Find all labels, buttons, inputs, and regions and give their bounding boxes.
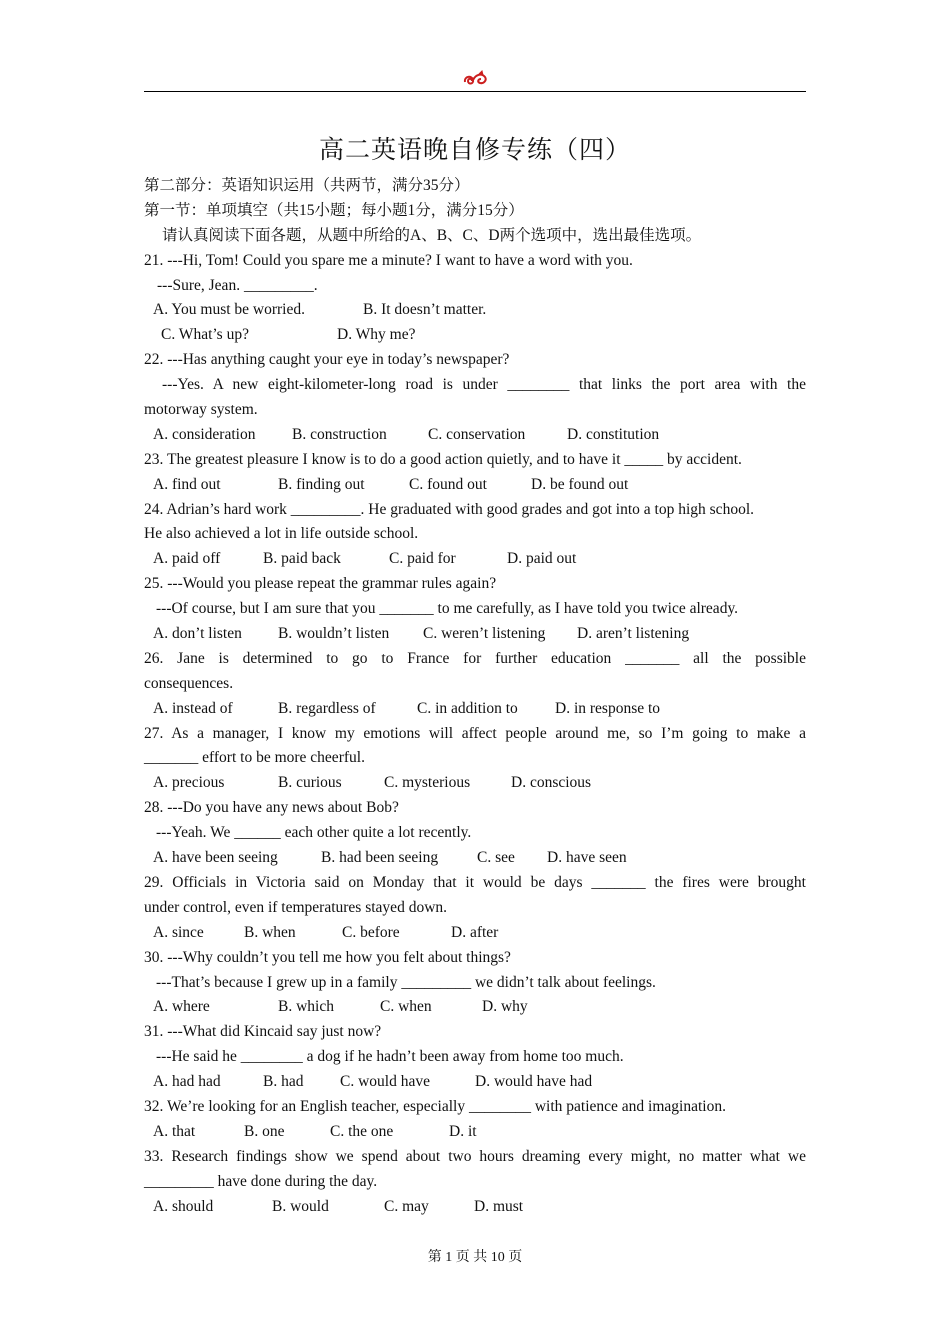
- question-stem: 33. Research findings show we spend about two hours dreaming every might, no matter what we: [144, 1147, 806, 1165]
- question-stem: 31. ---What did Kincaid say just now?: [144, 1023, 382, 1041]
- option-a[interactable]: A. You must be worried.: [153, 301, 305, 319]
- option-a[interactable]: A. don’t listen: [153, 625, 242, 643]
- question-options: [144, 1070, 806, 1095]
- option-d[interactable]: D. constitution: [567, 425, 660, 443]
- question-options: [144, 473, 806, 498]
- option-d[interactable]: D. conscious: [511, 774, 592, 792]
- question-stem: motorway system.: [144, 401, 258, 419]
- question-stem: 27. As a manager, I know my emotions will affect people around me, so I’m going to make a: [144, 724, 806, 742]
- question-stem: under control, even if temperatures stayed down.: [144, 898, 448, 916]
- option-b[interactable]: B. one: [244, 1122, 285, 1140]
- option-c[interactable]: C. weren’t listening: [423, 625, 546, 643]
- question-stem: He also achieved a lot in life outside school.: [144, 525, 419, 543]
- question-stem: _________ have done during the day.: [144, 1172, 378, 1190]
- option-b[interactable]: B. construction: [292, 425, 387, 443]
- option-c[interactable]: C. found out: [409, 475, 487, 493]
- question-options: [144, 622, 806, 647]
- question-options: [144, 921, 806, 946]
- instructions: 请认真阅读下面各题，从题中所给的A、B、C、D两个选项中，选出最佳选项。: [162, 226, 702, 244]
- question-stem: 21. ---Hi, Tom! Could you spare me a minute? I want to have a word with you.: [144, 251, 633, 269]
- question-stem: ---Sure, Jean. _________.: [157, 276, 318, 294]
- option-a[interactable]: A. precious: [153, 774, 225, 792]
- option-d[interactable]: D. would have had: [475, 1073, 593, 1091]
- option-a[interactable]: A. paid off: [153, 550, 221, 568]
- option-c[interactable]: C. before: [342, 923, 400, 941]
- question-stem: consequences.: [144, 674, 234, 692]
- question-stem: 28. ---Do you have any news about Bob?: [144, 799, 399, 817]
- question-options: [144, 697, 806, 722]
- option-d[interactable]: D. paid out: [507, 550, 577, 568]
- option-d[interactable]: D. Why me?: [337, 326, 416, 344]
- part-heading: 第二部分：英语知识运用（共两节，满分35分）: [144, 177, 470, 194]
- question-stem: _______ effort to be more cheerful.: [144, 749, 365, 767]
- option-d[interactable]: D. in response to: [555, 699, 661, 717]
- option-b[interactable]: B. when: [244, 923, 296, 941]
- option-a[interactable]: A. that: [153, 1122, 196, 1140]
- question-stem: 23. The greatest pleasure I know is to do a good action quietly, and to have it _____ by accident.: [144, 450, 742, 468]
- option-d[interactable]: D. must: [474, 1197, 524, 1215]
- option-c[interactable]: C. mysterious: [384, 774, 471, 792]
- option-a[interactable]: A. have been seeing: [153, 849, 278, 867]
- option-b[interactable]: B. had: [263, 1073, 304, 1091]
- option-d[interactable]: D. after: [451, 923, 499, 941]
- question-options: [144, 423, 806, 448]
- option-a[interactable]: A. instead of: [153, 699, 233, 717]
- option-a[interactable]: A. had had: [153, 1073, 221, 1091]
- question-stem: 25. ---Would you please repeat the grammar rules again?: [144, 575, 497, 593]
- header-rule: [144, 91, 806, 92]
- question-options: [144, 1120, 806, 1145]
- exam-content: [144, 174, 806, 1219]
- option-b[interactable]: B. which: [278, 998, 334, 1016]
- option-c[interactable]: C. conservation: [428, 425, 526, 443]
- option-d[interactable]: D. be found out: [531, 475, 629, 493]
- question-stem: ---That’s because I grew up in a family _________ we didn’t talk about feelings.: [156, 973, 656, 991]
- option-a[interactable]: A. consideration: [153, 425, 256, 443]
- page-title: 高二英语晚自修专练（四）: [318, 137, 631, 164]
- question-options: [144, 547, 806, 572]
- question-options: [144, 771, 806, 796]
- question-stem: 26. Jane is determined to go to France for further education _______ all the possible: [144, 649, 806, 667]
- question-stem: ---Yeah. We ______ each other quite a lot recently.: [156, 824, 472, 842]
- option-b[interactable]: B. finding out: [278, 475, 365, 493]
- option-b[interactable]: B. curious: [278, 774, 342, 792]
- question-stem: 30. ---Why couldn’t you tell me how you felt about things?: [144, 948, 511, 966]
- question-options: [144, 846, 806, 871]
- question-options: [144, 323, 806, 348]
- page-footer: 第 1 页 共 10 页: [427, 1250, 523, 1265]
- option-c[interactable]: C. the one: [330, 1122, 394, 1140]
- section-heading: 第一节：单项填空（共15小题；每小题1分，满分15分）: [144, 201, 524, 219]
- question-stem: ---Yes. A new eight-kilometer-long road is under ________ that links the port area with the: [162, 376, 806, 394]
- option-c[interactable]: C. in addition to: [417, 699, 518, 717]
- option-c[interactable]: C. see: [477, 849, 515, 867]
- question-stem: ---Of course, but I am sure that you _______ to me carefully, as I have told you twice already.: [156, 600, 739, 618]
- question-stem: 22. ---Has anything caught your eye in today’s newspaper?: [144, 351, 510, 369]
- option-c[interactable]: C. when: [380, 998, 432, 1016]
- red-swirl-ornament-icon: [462, 70, 488, 88]
- option-b[interactable]: B. had been seeing: [321, 849, 439, 867]
- option-c[interactable]: C. What’s up?: [161, 326, 249, 344]
- question-options: [144, 995, 806, 1020]
- question-options: [144, 298, 806, 323]
- question-stem: 29. Officials in Victoria said on Monday that it would be days _______ the fires were brought: [144, 873, 806, 891]
- question-options: [144, 1195, 806, 1220]
- option-a[interactable]: A. since: [153, 923, 204, 941]
- question-stem: 24. Adrian’s hard work _________. He graduated with good grades and got into a top high school.: [144, 500, 754, 518]
- option-d[interactable]: D. it: [449, 1122, 477, 1140]
- option-c[interactable]: C. may: [384, 1197, 429, 1215]
- option-c[interactable]: C. paid for: [389, 550, 456, 568]
- question-stem: 32. We’re looking for an English teacher, especially ________ with patience and imagination.: [144, 1097, 726, 1115]
- option-d[interactable]: D. why: [482, 998, 528, 1016]
- option-b[interactable]: B. paid back: [263, 550, 341, 568]
- option-b[interactable]: B. regardless of: [278, 699, 376, 717]
- option-d[interactable]: D. aren’t listening: [577, 625, 690, 643]
- option-a[interactable]: A. find out: [153, 475, 221, 493]
- option-b[interactable]: B. wouldn’t listen: [278, 625, 390, 643]
- option-d[interactable]: D. have seen: [547, 849, 627, 867]
- option-b[interactable]: B. It doesn’t matter.: [363, 301, 487, 319]
- option-c[interactable]: C. would have: [340, 1073, 430, 1091]
- question-stem: ---He said he ________ a dog if he hadn’t been away from home too much.: [156, 1048, 624, 1066]
- option-a[interactable]: A. should: [153, 1197, 214, 1215]
- option-a[interactable]: A. where: [153, 998, 210, 1016]
- option-b[interactable]: B. would: [272, 1197, 329, 1215]
